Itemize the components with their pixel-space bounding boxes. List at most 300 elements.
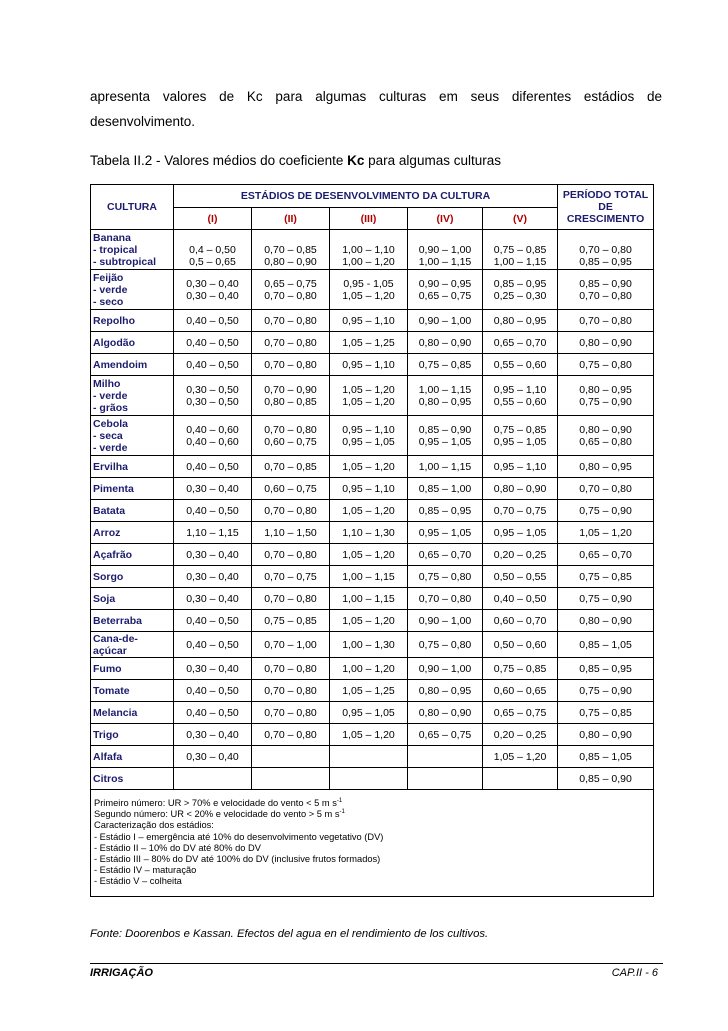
stage-value-cell xyxy=(330,376,408,416)
kc-value: 0,95 – 1,10 xyxy=(342,423,395,436)
stage-value-cell xyxy=(174,680,252,702)
kc-value xyxy=(333,773,404,785)
crop-name-line: Alfafa xyxy=(93,750,123,763)
crop-name-line: - grãos xyxy=(93,401,129,414)
table-row xyxy=(91,500,654,522)
crop-name-line: Açafrão xyxy=(93,548,133,561)
stage-value-cell xyxy=(174,456,252,478)
stage-value-cell xyxy=(408,416,483,456)
crop-name-line: - verde xyxy=(93,389,128,402)
crop-name-line: - subtropical xyxy=(93,255,157,268)
kc-value: 0,70 – 0,85 xyxy=(264,460,317,473)
kc-value: 0,75 – 0,85 xyxy=(493,423,547,436)
kc-value: 0,55 – 0,60 xyxy=(493,395,547,408)
table-row xyxy=(91,768,654,790)
total-period-cell xyxy=(558,768,654,790)
kc-value: 0,80 – 0,95 xyxy=(579,383,632,396)
kc-value: 0,95 – 1,10 xyxy=(493,460,547,473)
stage-value-cell xyxy=(483,746,558,768)
kc-value xyxy=(333,751,404,763)
kc-value: 0,95 – 1,05 xyxy=(342,706,395,719)
kc-value: 0,30 – 0,50 xyxy=(186,383,239,396)
kc-value: 0,75 – 0,90 xyxy=(579,395,632,408)
stage-value-cell xyxy=(330,610,408,632)
kc-value: 0,40 – 0,50 xyxy=(493,592,547,605)
note-text: Caracterização dos estádios: xyxy=(94,820,214,831)
note-text: - Estádio I – emergência até 10% do desenvolvimento vegetativo (DV) xyxy=(94,831,384,842)
kc-value: 0,95 – 1,05 xyxy=(493,435,547,448)
source-note: Fonte: Doorenbos e Kassan. Efectos del agua en el rendimiento de los cultivos. xyxy=(90,928,489,940)
kc-value: 0,70 – 0,80 xyxy=(264,423,317,436)
crop-name-cell xyxy=(91,544,174,566)
crop-name-line: Cana-de- xyxy=(93,632,138,645)
stage-value-cell xyxy=(252,456,330,478)
header-stage: (IV) xyxy=(408,208,483,230)
stage-value-cell xyxy=(174,522,252,544)
kc-value: 1,00 – 1,15 xyxy=(493,255,547,268)
kc-value: 0,95 – 1,10 xyxy=(342,482,395,495)
kc-value: 0,95 – 1,05 xyxy=(342,435,395,448)
table-row xyxy=(91,680,654,702)
kc-value: 0,30 – 0,40 xyxy=(186,482,239,495)
crop-name-cell xyxy=(91,610,174,632)
kc-value: 0,90 – 1,00 xyxy=(418,314,472,327)
notes-cell xyxy=(91,790,654,897)
stage-value-cell xyxy=(483,270,558,310)
kc-value: 1,10 – 1,15 xyxy=(186,526,239,539)
stage-value-cell xyxy=(252,702,330,724)
stage-value-cell xyxy=(408,610,483,632)
kc-value: 0,30 – 0,40 xyxy=(186,750,239,763)
stage-value-cell xyxy=(330,332,408,354)
kc-value: 0,30 – 0,50 xyxy=(186,395,239,408)
stage-value-cell xyxy=(408,566,483,588)
stage-value-cell xyxy=(483,332,558,354)
total-period-cell xyxy=(558,416,654,456)
crop-name-line: Cebola xyxy=(93,417,129,430)
stage-value-cell xyxy=(408,746,483,768)
stage-value-cell xyxy=(408,354,483,376)
kc-value: 0,60 – 0,65 xyxy=(493,684,547,697)
kc-value: 0,70 – 0,75 xyxy=(264,570,317,583)
intro-paragraph: apresenta valores de Kc para algumas culturas em seus diferentes estádios de desenvolvimento. xyxy=(90,89,662,129)
kc-value: 1,10 – 1,50 xyxy=(264,526,317,539)
stage-value-cell xyxy=(483,680,558,702)
table-row xyxy=(91,456,654,478)
crop-name-cell xyxy=(91,702,174,724)
crop-name-line: Repolho xyxy=(93,314,135,327)
kc-value: 0,70 – 0,75 xyxy=(493,504,547,517)
stage-value-cell xyxy=(483,416,558,456)
kc-value: 0,25 – 0,30 xyxy=(493,289,547,302)
table-row xyxy=(91,270,654,310)
stage-value-cell xyxy=(252,610,330,632)
total-period-cell xyxy=(558,456,654,478)
total-period-cell xyxy=(558,724,654,746)
total-period-cell xyxy=(558,588,654,610)
kc-value: 0,85 – 0,95 xyxy=(579,662,632,675)
crop-name-cell xyxy=(91,376,174,416)
kc-value: 1,00 – 1,15 xyxy=(342,592,395,605)
stage-value-cell xyxy=(330,522,408,544)
stage-value-cell xyxy=(408,310,483,332)
note-text: - Estádio II – 10% do DV até 80% do DV xyxy=(94,842,261,853)
crop-name-cell xyxy=(91,522,174,544)
total-period-cell xyxy=(558,702,654,724)
kc-value xyxy=(255,751,326,763)
kc-value: 0,4 – 0,50 xyxy=(189,243,236,256)
stage-value-cell xyxy=(174,230,252,270)
stage-value-cell xyxy=(252,416,330,456)
stage-value-cell xyxy=(483,702,558,724)
stage-value-cell xyxy=(408,544,483,566)
kc-value: 0,80 – 0,95 xyxy=(418,395,472,408)
kc-value: 1,00 – 1,15 xyxy=(342,570,395,583)
kc-value: 0,40 – 0,50 xyxy=(186,638,239,651)
stage-value-cell xyxy=(174,376,252,416)
kc-value: 0,80 – 0,95 xyxy=(493,314,547,327)
table-row xyxy=(91,566,654,588)
note-superscript: -1 xyxy=(336,797,343,804)
kc-value: 0,85 – 0,95 xyxy=(579,255,632,268)
stage-value-cell xyxy=(408,500,483,522)
kc-value: 0,75 – 0,85 xyxy=(579,706,632,719)
kc-value: 1,05 – 1,20 xyxy=(342,504,395,517)
crop-name-line: - tropical xyxy=(93,243,138,256)
kc-value: 1,05 – 1,25 xyxy=(342,336,395,349)
stage-value-cell xyxy=(174,724,252,746)
kc-value: 0,90 – 1,00 xyxy=(418,662,472,675)
total-period-cell xyxy=(558,544,654,566)
kc-value: 1,00 – 1,15 xyxy=(418,255,472,268)
stage-value-cell xyxy=(252,332,330,354)
stage-value-cell xyxy=(174,702,252,724)
kc-value: 0,90 – 1,00 xyxy=(418,243,472,256)
crop-name-line: Algodão xyxy=(93,336,135,349)
crop-name-line: - verde xyxy=(93,441,128,454)
kc-value xyxy=(411,232,479,244)
kc-value: 0,40 – 0,50 xyxy=(186,614,239,627)
note-text: - Estádio V – colheita xyxy=(94,876,182,887)
stage-value-cell xyxy=(408,332,483,354)
kc-value: 0,75 – 0,90 xyxy=(579,684,632,697)
kc-value: 0,40 – 0,50 xyxy=(186,706,239,719)
crop-name-line: - verde xyxy=(93,283,128,296)
kc-value: 1,05 – 1,20 xyxy=(342,614,395,627)
crop-name-cell xyxy=(91,566,174,588)
stage-value-cell xyxy=(174,632,252,658)
crop-name-line: Melancia xyxy=(93,706,138,719)
total-period-cell xyxy=(558,658,654,680)
kc-value: 0,80 – 0,90 xyxy=(418,336,472,349)
crop-name-line: Citros xyxy=(93,772,124,785)
stage-value-cell xyxy=(330,658,408,680)
header-periodo: PERÍODO TOTAL DE CRESCIMENTO xyxy=(558,185,654,230)
crop-name-cell xyxy=(91,658,174,680)
caption-prefix: Tabela II.2 - Valores médios do coeficiente xyxy=(90,153,348,168)
kc-value: 0,40 – 0,50 xyxy=(186,336,239,349)
crop-name-line: Arroz xyxy=(93,526,121,539)
crop-name-line: Fumo xyxy=(93,662,122,675)
header-stage: (II) xyxy=(252,208,330,230)
kc-value: 0,80 – 0,95 xyxy=(579,460,632,473)
kc-value: 1,05 – 1,25 xyxy=(342,684,395,697)
footer-left: IRRIGAÇÃO xyxy=(90,967,153,979)
crop-name-line: - seca xyxy=(93,429,123,442)
header-estadios: ESTÁDIOS DE DESENVOLVIMENTO DA CULTURA xyxy=(174,185,558,208)
kc-value: 1,05 – 1,20 xyxy=(342,289,395,302)
kc-value: 0,95 – 1,10 xyxy=(493,383,547,396)
stage-value-cell xyxy=(252,680,330,702)
stage-value-cell xyxy=(330,416,408,456)
stage-value-cell xyxy=(483,724,558,746)
stage-value-cell xyxy=(252,768,330,790)
note-text: - Estádio III – 80% do DV até 100% do DV (inclusive frutos formados) xyxy=(94,854,381,865)
kc-value: 0,85 – 0,90 xyxy=(579,772,632,785)
stage-value-cell xyxy=(483,522,558,544)
crop-name-cell xyxy=(91,416,174,456)
total-period-cell xyxy=(558,680,654,702)
stage-value-cell xyxy=(330,680,408,702)
kc-value: 0,20 – 0,25 xyxy=(493,548,547,561)
kc-value: 0,80 – 0,90 xyxy=(579,728,632,741)
kc-value: 0,70 – 0,80 xyxy=(264,336,317,349)
total-period-cell xyxy=(558,610,654,632)
kc-value: 0,95 – 1,05 xyxy=(418,435,472,448)
crop-name-cell xyxy=(91,746,174,768)
kc-value: 0,65 – 0,75 xyxy=(264,277,317,290)
notes-row xyxy=(91,790,654,897)
note-line xyxy=(94,798,650,809)
kc-value: 0,70 – 0,80 xyxy=(264,592,317,605)
kc-value: 0,70 – 0,80 xyxy=(579,243,632,256)
kc-value: 0,95 – 1,10 xyxy=(342,358,395,371)
kc-value: 0,80 – 0,90 xyxy=(493,482,547,495)
kc-value: 0,75 – 0,90 xyxy=(579,592,632,605)
total-period-cell xyxy=(558,230,654,270)
stage-value-cell xyxy=(483,544,558,566)
crop-name-line: Batata xyxy=(93,504,126,517)
stage-value-cell xyxy=(408,588,483,610)
crop-name-line: Beterraba xyxy=(93,614,143,627)
kc-value: 0,65 – 0,70 xyxy=(493,336,547,349)
total-period-cell xyxy=(558,522,654,544)
kc-value: 0,40 – 0,50 xyxy=(186,684,239,697)
kc-value: 0,75 – 0,90 xyxy=(579,504,632,517)
kc-value: 1,00 – 1,15 xyxy=(418,460,472,473)
stage-value-cell xyxy=(483,658,558,680)
kc-value: 0,85 – 0,90 xyxy=(579,277,632,290)
kc-value: 0,30 – 0,40 xyxy=(186,570,239,583)
stage-value-cell xyxy=(483,478,558,500)
stage-value-cell xyxy=(330,544,408,566)
kc-value: 0,85 – 0,90 xyxy=(418,423,472,436)
note-line xyxy=(94,820,650,831)
stage-value-cell xyxy=(330,768,408,790)
stage-value-cell xyxy=(174,768,252,790)
kc-value xyxy=(177,773,248,785)
table-row xyxy=(91,632,654,658)
stage-value-cell xyxy=(174,332,252,354)
stage-value-cell xyxy=(174,270,252,310)
stage-value-cell xyxy=(483,456,558,478)
stage-value-cell xyxy=(330,354,408,376)
stage-value-cell xyxy=(330,746,408,768)
stage-value-cell xyxy=(174,544,252,566)
total-period-cell xyxy=(558,332,654,354)
stage-value-cell xyxy=(252,310,330,332)
kc-value: 0,85 – 1,05 xyxy=(579,750,632,763)
crop-name-cell xyxy=(91,632,174,658)
kc-value xyxy=(486,232,554,244)
stage-value-cell xyxy=(174,354,252,376)
kc-value: 1,00 – 1,20 xyxy=(342,255,395,268)
total-period-cell xyxy=(558,632,654,658)
table-row xyxy=(91,478,654,500)
table-row xyxy=(91,702,654,724)
kc-value: 0,40 – 0,60 xyxy=(186,423,239,436)
stage-value-cell xyxy=(408,478,483,500)
header-stage: (III) xyxy=(330,208,408,230)
total-period-cell xyxy=(558,478,654,500)
total-period-cell xyxy=(558,354,654,376)
note-line xyxy=(94,854,650,865)
crop-name-cell xyxy=(91,588,174,610)
kc-value: 0,70 – 1,00 xyxy=(264,638,317,651)
stage-value-cell xyxy=(174,500,252,522)
stage-value-cell xyxy=(483,632,558,658)
stage-value-cell xyxy=(483,230,558,270)
kc-value: 0,30 – 0,40 xyxy=(186,289,239,302)
kc-value: 0,70 – 0,80 xyxy=(264,314,317,327)
kc-value: 0,90 – 0,95 xyxy=(418,277,472,290)
kc-value: 1,05 – 1,20 xyxy=(342,395,395,408)
table-row xyxy=(91,724,654,746)
stage-value-cell xyxy=(174,566,252,588)
total-period-cell xyxy=(558,376,654,416)
stage-value-cell xyxy=(330,230,408,270)
crop-name-line: Trigo xyxy=(93,728,119,741)
stage-value-cell xyxy=(483,376,558,416)
crop-name-line: Banana xyxy=(93,231,131,244)
kc-value: 0,70 – 0,80 xyxy=(264,662,317,675)
table-row xyxy=(91,610,654,632)
kc-value: 0,40 – 0,50 xyxy=(186,460,239,473)
table-row xyxy=(91,230,654,270)
kc-value: 0,80 – 0,90 xyxy=(579,423,632,436)
stage-value-cell xyxy=(408,270,483,310)
table-row xyxy=(91,588,654,610)
stage-value-cell xyxy=(252,230,330,270)
crop-name-cell xyxy=(91,500,174,522)
kc-value xyxy=(411,773,479,785)
stage-value-cell xyxy=(252,478,330,500)
table-row xyxy=(91,522,654,544)
stage-value-cell xyxy=(330,310,408,332)
crop-name-line: Pimenta xyxy=(93,482,134,495)
kc-value xyxy=(561,232,650,244)
crop-name-line: Feijão xyxy=(93,271,124,284)
crop-name-cell xyxy=(91,332,174,354)
stage-value-cell xyxy=(408,724,483,746)
table-row xyxy=(91,416,654,456)
kc-value: 0,85 – 0,95 xyxy=(418,504,472,517)
stage-value-cell xyxy=(483,768,558,790)
kc-value: 0,70 – 0,80 xyxy=(418,592,472,605)
kc-value: 0,75 – 0,85 xyxy=(579,570,632,583)
stage-value-cell xyxy=(483,588,558,610)
stage-value-cell xyxy=(330,588,408,610)
table-row xyxy=(91,332,654,354)
kc-value: 1,05 – 1,20 xyxy=(342,460,395,473)
caption-suffix: para algumas culturas xyxy=(364,153,501,168)
kc-value xyxy=(255,232,326,244)
caption-bold: Kc xyxy=(347,153,365,168)
note-line xyxy=(94,865,650,876)
table-row xyxy=(91,544,654,566)
kc-value: 0,55 – 0,60 xyxy=(493,358,547,371)
kc-value: 0,65 – 0,75 xyxy=(493,706,547,719)
kc-value: 0,65 – 0,70 xyxy=(579,548,632,561)
stage-value-cell xyxy=(330,270,408,310)
kc-value: 0,95 – 1,05 xyxy=(418,526,472,539)
kc-value: 1,05 – 1,20 xyxy=(342,548,395,561)
crop-name-cell xyxy=(91,230,174,270)
header-stage: (V) xyxy=(483,208,558,230)
stage-value-cell xyxy=(252,632,330,658)
kc-value: 1,00 – 1,30 xyxy=(342,638,395,651)
kc-value: 0,50 – 0,60 xyxy=(493,638,547,651)
kc-value: 0,30 – 0,40 xyxy=(186,728,239,741)
kc-value xyxy=(177,232,248,244)
crop-name-cell xyxy=(91,724,174,746)
kc-value: 1,05 – 1,20 xyxy=(579,526,632,539)
stage-value-cell xyxy=(408,522,483,544)
crop-name-line: Milho xyxy=(93,377,121,390)
kc-value: 0,75 – 0,80 xyxy=(418,638,472,651)
stage-value-cell xyxy=(252,724,330,746)
table-row xyxy=(91,310,654,332)
stage-value-cell xyxy=(252,588,330,610)
kc-value: 0,65 – 0,80 xyxy=(579,435,632,448)
crop-name-line: Sorgo xyxy=(93,570,124,583)
stage-value-cell xyxy=(174,478,252,500)
stage-value-cell xyxy=(330,566,408,588)
note-text: Primeiro número: UR > 70% e velocidade do vento < 5 m s xyxy=(94,798,337,808)
stage-value-cell xyxy=(252,270,330,310)
kc-value: 0,80 – 0,90 xyxy=(418,706,472,719)
kc-value: 0,65 – 0,75 xyxy=(418,728,472,741)
crop-name-cell xyxy=(91,354,174,376)
stage-value-cell xyxy=(330,702,408,724)
kc-value: 0,75 – 0,85 xyxy=(264,614,317,627)
kc-value: 0,80 – 0,90 xyxy=(579,614,632,627)
kc-value: 0,70 – 0,80 xyxy=(264,548,317,561)
kc-value: 0,75 – 0,85 xyxy=(418,358,472,371)
kc-value: 0,70 – 0,80 xyxy=(264,728,317,741)
crop-name-line: - seco xyxy=(93,295,124,308)
note-line xyxy=(94,832,650,843)
kc-value: 1,00 – 1,20 xyxy=(342,662,395,675)
kc-value: 0,60 – 0,75 xyxy=(264,482,317,495)
kc-value: 0,95 – 1,05 xyxy=(493,526,547,539)
stage-value-cell xyxy=(252,746,330,768)
kc-value: 0,40 – 0,60 xyxy=(186,435,239,448)
kc-value: 0,70 – 0,80 xyxy=(264,684,317,697)
kc-value: 1,00 – 1,10 xyxy=(342,243,395,256)
stage-value-cell xyxy=(174,746,252,768)
crop-name-cell xyxy=(91,768,174,790)
